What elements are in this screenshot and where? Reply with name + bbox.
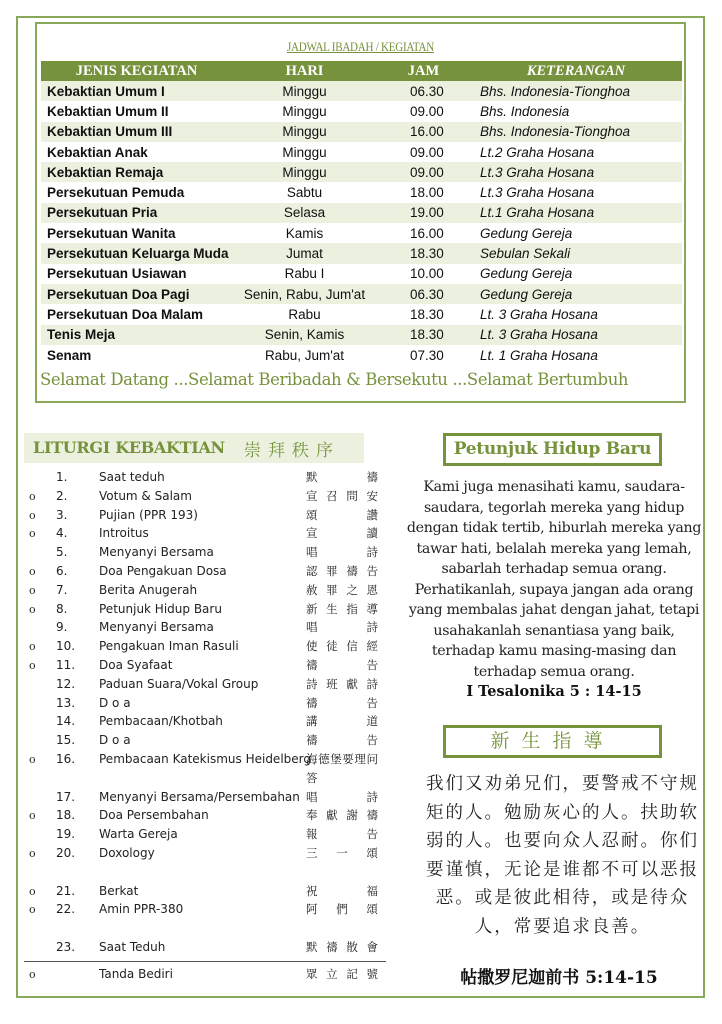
item-label: Berkat	[99, 883, 139, 898]
activity-name: Kebaktian Umum I	[41, 81, 232, 101]
item-label-zh: 唱 詩	[306, 620, 378, 635]
stand-marker: o	[29, 583, 36, 597]
item-label-zh: 默 禱	[306, 470, 378, 484]
item-label: Doa Pengakuan Dosa	[99, 563, 227, 578]
schedule-row	[41, 304, 682, 324]
liturgi-header	[24, 433, 364, 463]
liturgy-item	[24, 806, 386, 825]
item-label-zh: 宣 讀	[306, 526, 378, 541]
activity-name: Persekutuan Usiawan	[47, 266, 187, 282]
item-label: Menyanyi Bersama/Persembahan	[99, 789, 300, 804]
liturgy-item	[24, 656, 386, 675]
activity-name: Persekutuan Pemuda	[47, 185, 185, 201]
activity-day: Minggu	[282, 103, 327, 119]
item-number: 22.	[56, 902, 76, 917]
liturgy-item	[24, 825, 386, 844]
activity-note: Lt. 1 Graha Hosana	[480, 347, 598, 363]
schedule-title: JADWAL IBADAH / KEGIATAN	[287, 39, 434, 54]
item-label-zh: 眾立記號	[306, 966, 378, 981]
item-label: Pujian (PPR 193)	[99, 507, 198, 522]
item-number: 11.	[56, 657, 76, 672]
activity-day: Minggu	[282, 144, 327, 160]
item-label-zh: 三 一 頌	[306, 845, 378, 860]
item-number: 2.	[56, 488, 68, 503]
welcome-message: Selamat Datang ...Selamat Beribadah & Bersekutu ...Selamat Bertumbuh	[40, 370, 629, 389]
item-label: Warta Gereja	[99, 827, 178, 842]
activity-time: 16.00	[410, 225, 444, 241]
item-label: D o a	[99, 695, 131, 710]
petunjuk-text-zh: 我们又劝弟兄们，要警戒不守规矩的人。勉励灰心的人。扶助软弱的人。也要向众人忍耐。你们要谨慎，无论是谁都不可以恶报恶。或是彼此相待，或是待众人，常要追求良善。	[426, 774, 699, 937]
liturgy-item	[24, 965, 386, 984]
petunjuk-title-zh: 新生指導	[443, 725, 662, 758]
liturgy-item	[24, 618, 386, 637]
activity-day: Sabtu	[286, 185, 323, 201]
activity-day: Rabu, Jum'at	[264, 347, 345, 363]
item-number: 1.	[56, 470, 68, 484]
item-label-zh: 赦罪之恩	[306, 582, 378, 597]
item-label: Pengakuan Iman Rasuli	[99, 639, 239, 654]
petunjuk-title: Petunjuk Hidup Baru	[443, 433, 662, 466]
item-label-zh: 認罪禱告	[306, 563, 378, 578]
schedule-row	[41, 223, 682, 243]
schedule-row	[41, 142, 682, 162]
schedule-row	[41, 203, 682, 223]
activity-day: Minggu	[232, 162, 377, 182]
liturgy-item	[24, 712, 386, 731]
item-label-zh: 唱 詩	[306, 545, 378, 560]
liturgy-item	[24, 788, 386, 807]
activity-note: Lt. 3 Graha Hosana	[470, 325, 682, 345]
item-label: Doxology	[99, 845, 155, 860]
liturgy-item	[24, 637, 386, 656]
liturgy-item	[24, 694, 386, 713]
item-number: 17.	[56, 789, 76, 804]
item-label: Menyanyi Bersama	[99, 545, 214, 560]
schedule-table	[41, 61, 682, 365]
activity-note: Sebulan Sekali	[470, 243, 682, 263]
stand-marker: o	[29, 658, 36, 672]
activity-day: Rabu	[288, 306, 321, 322]
schedule-row	[41, 122, 682, 142]
activity-name: Kebaktian Remaja	[41, 162, 232, 182]
item-label: Pembacaan/Khotbah	[99, 714, 223, 729]
item-number: 8.	[56, 601, 68, 616]
item-number: 10.	[56, 639, 76, 654]
item-label-zh: 禱 告	[306, 733, 378, 748]
activity-day: Jumat	[232, 243, 377, 263]
item-number: 15.	[56, 733, 76, 748]
stand-marker: o	[29, 602, 36, 616]
activity-note: Gedung Gereja	[480, 225, 573, 241]
schedule-header-row	[41, 61, 682, 81]
item-number: 14.	[56, 714, 76, 729]
item-label-zh: 海德堡要理问答	[306, 751, 378, 785]
item-label: Petunjuk Hidup Baru	[99, 601, 222, 616]
item-number: 16.	[56, 751, 76, 766]
activity-time: 18.30	[410, 306, 444, 322]
schedule-row	[41, 101, 682, 121]
item-number: 21.	[56, 883, 76, 898]
schedule-panel	[35, 22, 686, 403]
schedule-row	[41, 243, 682, 263]
item-label-zh: 詩班獻詩	[306, 676, 378, 691]
stand-marker: o	[29, 846, 36, 860]
activity-day: Rabu I	[284, 266, 325, 282]
item-label: Saat Teduh	[99, 939, 166, 954]
stand-marker: o	[29, 640, 36, 654]
activity-note: Bhs. Indonesia-Tionghoa	[470, 81, 682, 101]
activity-name: Kebaktian Anak	[47, 144, 148, 160]
liturgy-item	[24, 844, 386, 882]
liturgy-item	[24, 506, 386, 525]
liturgy-item	[24, 524, 386, 543]
stand-marker: o	[29, 967, 36, 981]
activity-time: 19.00	[377, 203, 470, 223]
stand-marker: o	[29, 809, 36, 823]
stand-marker: o	[29, 527, 36, 541]
item-number: 5.	[56, 545, 68, 560]
item-label-zh: 奉獻謝禱	[306, 808, 378, 823]
stand-marker: o	[29, 564, 36, 578]
liturgy-item	[24, 562, 386, 581]
item-number: 6.	[56, 563, 68, 578]
item-label-zh: 頌 讚	[306, 507, 378, 522]
activity-name: Persekutuan Doa Malam	[47, 306, 204, 322]
item-number: 12.	[56, 676, 76, 691]
stand-marker: o	[29, 752, 36, 766]
item-label: D o a	[99, 733, 131, 748]
item-label-zh: 報 告	[306, 827, 378, 842]
activity-day: Selasa	[232, 203, 377, 223]
item-label-zh: 阿 們 頌	[306, 902, 378, 917]
liturgi-title: LITURGI KEBAKTIAN	[33, 438, 225, 457]
item-label: Pembacaan Katekismus Heidelberg	[99, 751, 311, 766]
activity-time: 06.30	[377, 284, 470, 304]
liturgy-item	[24, 487, 386, 506]
item-number: 19.	[56, 827, 76, 842]
item-label: Introitus	[99, 526, 149, 541]
activity-time: 06.30	[377, 81, 470, 101]
liturgy-item	[24, 468, 386, 487]
activity-time: 09.00	[410, 144, 444, 160]
item-number: 7.	[56, 582, 68, 597]
activity-name: Senam	[47, 347, 92, 363]
stand-marker: o	[29, 884, 36, 898]
schedule-row	[41, 284, 682, 304]
item-label-zh: 禱 告	[306, 695, 378, 710]
activity-name: Persekutuan Doa Pagi	[41, 284, 232, 304]
activity-note: Lt.3 Graha Hosana	[470, 162, 682, 182]
activity-time: 18.30	[377, 325, 470, 345]
item-number: 23.	[56, 939, 76, 954]
activity-note: Lt.2 Graha Hosana	[480, 144, 595, 160]
divider	[24, 961, 386, 962]
liturgy-item	[24, 900, 386, 938]
activity-name: Persekutuan Pria	[41, 203, 232, 223]
stand-marker: o	[29, 903, 36, 917]
activity-note: Gedung Gereja	[470, 284, 682, 304]
item-label-zh: 講 道	[306, 714, 378, 729]
item-label-zh: 默禱散會	[306, 939, 378, 954]
item-number: 13.	[56, 695, 76, 710]
header-keterangan: KETERANGAN	[470, 61, 682, 81]
item-label-zh: 新生指導	[306, 601, 378, 616]
activity-name: Kebaktian Umum II	[47, 103, 169, 119]
liturgy-item	[24, 600, 386, 619]
schedule-row	[41, 182, 682, 202]
schedule-row	[41, 345, 682, 365]
stand-marker: o	[29, 508, 36, 522]
activity-time: 16.00	[377, 122, 470, 142]
petunjuk-text: Kami juga menasihati kamu, saudara-saudara, tegorlah mereka yang hidup dengan tidak tertib, hiburlah mereka yang tawar hati, belalah mereka yang lemah, sabarlah terhadap semua orang. Perhatikanlah, supaya jangan ada orang yang membalas jahat dengan jahat, tetapi usahakanlah senantiasa yang baik, terhadap kamu masing-masing dan terhadap semua orang.	[406, 479, 702, 680]
item-label-zh: 宣召問安	[306, 488, 378, 503]
item-number: 4.	[56, 526, 68, 541]
activity-name: Persekutuan Keluarga Muda	[41, 243, 232, 263]
activity-day: Senin, Kamis	[232, 325, 377, 345]
schedule-row	[41, 81, 682, 101]
liturgy-item	[24, 938, 386, 957]
activity-note: Lt.1 Graha Hosana	[470, 203, 682, 223]
stand-marker: o	[29, 489, 36, 503]
item-label-zh: 禱 告	[306, 657, 378, 672]
activity-day: Minggu	[232, 81, 377, 101]
activity-day: Kamis	[285, 225, 324, 241]
item-label: Votum & Salam	[99, 488, 192, 503]
item-label: Tanda Bediri	[99, 966, 173, 981]
liturgy-item	[24, 581, 386, 600]
activity-day: Minggu	[232, 122, 377, 142]
liturgi-title-zh: 崇拜秩序	[244, 441, 340, 461]
item-label: Saat teduh	[99, 470, 165, 484]
liturgy-item	[24, 543, 386, 562]
item-label-zh: 唱 詩	[306, 789, 378, 804]
activity-name: Kebaktian Umum III	[41, 122, 232, 142]
item-label: Doa Persembahan	[99, 808, 209, 823]
item-number: 20.	[56, 845, 76, 860]
item-label-zh: 祝 福	[306, 883, 378, 898]
activity-time: 09.00	[377, 162, 470, 182]
schedule-row	[41, 162, 682, 182]
header-jam: JAM	[377, 61, 470, 81]
item-label-zh: 使徒信經	[306, 639, 378, 654]
activity-note: Bhs. Indonesia	[480, 103, 570, 119]
activity-time: 07.30	[410, 347, 444, 363]
liturgy-item	[24, 675, 386, 694]
item-label: Paduan Suara/Vokal Group	[99, 676, 259, 691]
header-hari: HARI	[232, 61, 377, 81]
activity-time: 10.00	[410, 266, 444, 282]
liturgi-list	[24, 468, 386, 984]
schedule-row	[41, 325, 682, 345]
activity-day: Senin, Rabu, Jum'at	[232, 284, 377, 304]
activity-time: 18.00	[410, 185, 444, 201]
item-label: Menyanyi Bersama	[99, 620, 214, 635]
item-label: Doa Syafaat	[99, 657, 173, 672]
petunjuk-reference-zh: 帖撒罗尼迦前书 5:14-15	[460, 968, 658, 988]
liturgy-item	[24, 750, 386, 788]
item-number: 18.	[56, 808, 76, 823]
activity-note: Lt. 3 Graha Hosana	[480, 306, 598, 322]
item-number: 9.	[56, 620, 68, 635]
item-label: Amin PPR-380	[99, 902, 184, 917]
item-label: Berita Anugerah	[99, 582, 198, 597]
activity-note: Gedung Gereja	[480, 266, 573, 282]
petunjuk-reference: I Tesalonika 5 : 14-15	[466, 683, 642, 700]
activity-note: Lt.3 Graha Hosana	[480, 185, 595, 201]
liturgy-item	[24, 731, 386, 750]
schedule-row	[41, 264, 682, 284]
activity-time: 09.00	[410, 103, 444, 119]
activity-note: Bhs. Indonesia-Tionghoa	[470, 122, 682, 142]
activity-time: 18.30	[377, 243, 470, 263]
activity-name: Tenis Meja	[41, 325, 232, 345]
header-jenis: JENIS KEGIATAN	[41, 61, 232, 81]
activity-name: Persekutuan Wanita	[47, 225, 176, 241]
item-number: 3.	[56, 507, 68, 522]
liturgy-item	[24, 882, 386, 901]
